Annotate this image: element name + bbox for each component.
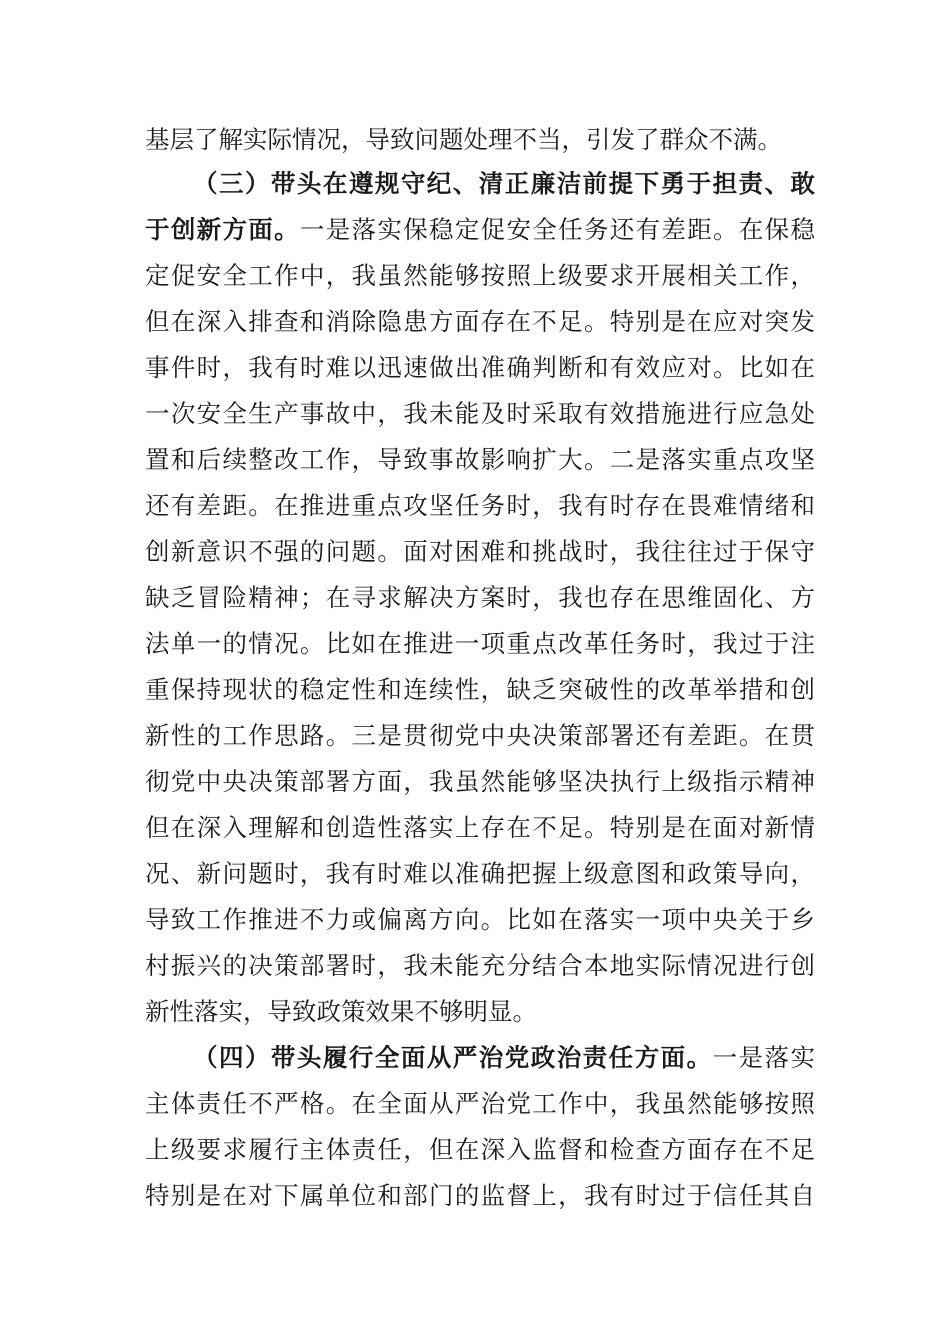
text-line [145, 806, 815, 850]
section-heading-line [193, 1036, 815, 1080]
text-line [145, 484, 815, 528]
text-line [145, 254, 815, 298]
text-line [145, 944, 815, 988]
line-segment: 但在深入理解和创造性落实上存在不足。特别是在面对新情 [145, 813, 815, 842]
text-line [145, 346, 815, 390]
line-segment: 重保持现状的稳定性和连续性，缺乏突破性的改革举措和创 [145, 675, 815, 704]
line-segment: 缺乏冒险精神；在寻求解决方案时，我也存在思维固化、方 [145, 583, 815, 612]
text-line [145, 852, 815, 896]
text-line [145, 438, 815, 482]
section-heading: （三）带头在遵规守纪、清正廉洁前提下勇于担责、敢 [193, 169, 815, 198]
text-line [145, 668, 815, 712]
text-line [145, 300, 815, 344]
line-segment: 一是落实 [712, 1043, 816, 1072]
line-segment: 主体责任不严格。在全面从严治党工作中，我虽然能够按照 [145, 1089, 815, 1118]
text-line [145, 530, 815, 574]
text-line [145, 392, 815, 436]
line-segment: 法单一的情况。比如在推进一项重点改革任务时，我过于注 [145, 629, 815, 658]
line-segment: 新性落实，导致政策效果不够明显。 [145, 997, 537, 1026]
section-heading-tail: 于创新方面。 [145, 215, 300, 244]
text-line [145, 990, 815, 1034]
text-line [145, 898, 815, 942]
line-segment: 一是落实保稳定促安全任务还有差距。在保稳 [299, 215, 815, 244]
line-segment: 事件时，我有时难以迅速做出准确判断和有效应对。比如在 [145, 353, 815, 382]
section-heading-line [193, 162, 815, 206]
line-segment: 导致工作推进不力或偏离方向。比如在落实一项中央关于乡 [145, 905, 815, 934]
line-segment: 新性的工作思路。三是贯彻党中央决策部署还有差距。在贯 [145, 721, 815, 750]
line-segment: 一次安全生产事故中，我未能及时采取有效措施进行应急处 [145, 399, 815, 428]
line-segment: 上级要求履行主体责任，但在深入监督和检查方面存在不足 [145, 1135, 815, 1164]
text-line [145, 208, 815, 252]
line-segment: 彻党中央决策部署方面，我虽然能够坚决执行上级指示精神 [145, 767, 815, 796]
line-segment: 基层了解实际情况，导致问题处理不当，引发了群众不满。 [145, 125, 782, 154]
text-line [145, 760, 815, 804]
text-line [145, 576, 815, 620]
line-segment: 特别是在对下属单位和部门的监督上，我有时过于信任其自 [145, 1181, 815, 1210]
line-segment: 还有差距。在推进重点攻坚任务时，我有时存在畏难情绪和 [145, 491, 815, 520]
text-line [145, 622, 815, 666]
text-line [145, 1128, 815, 1172]
text-line [145, 118, 815, 162]
section-heading: （四）带头履行全面从严治党政治责任方面。 [193, 1043, 713, 1072]
text-line [145, 1082, 815, 1126]
text-line [145, 714, 815, 758]
line-segment: 置和后续整改工作，导致事故影响扩大。二是落实重点攻坚 [145, 445, 815, 474]
line-segment: 但在深入排查和消除隐患方面存在不足。特别是在应对突发 [145, 307, 815, 336]
line-segment: 定促安全工作中，我虽然能够按照上级要求开展相关工作， [145, 261, 815, 290]
text-line [145, 1174, 815, 1218]
line-segment: 村振兴的决策部署时，我未能充分结合本地实际情况进行创 [145, 951, 815, 980]
line-segment: 况、新问题时，我有时难以准确把握上级意图和政策导向， [145, 859, 815, 888]
line-segment: 创新意识不强的问题。面对困难和挑战时，我往往过于保守 [145, 537, 815, 566]
